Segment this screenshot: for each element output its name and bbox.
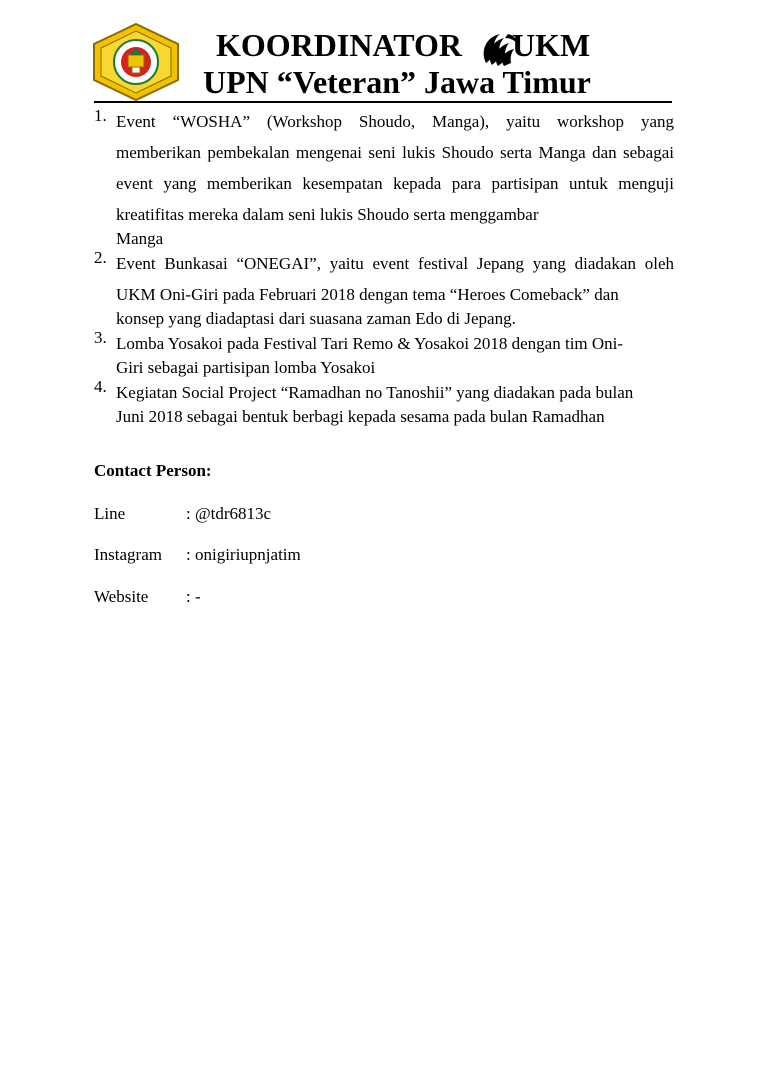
- event-list: [94, 106, 674, 426]
- letterhead: [0, 0, 768, 106]
- list-number: 4.: [94, 377, 107, 396]
- list-text-body: Kegiatan Social Project “Ramadhan no Tanoshii” yang diadakan pada bulan: [116, 383, 634, 402]
- contact-label-instagram: Instagram: [94, 545, 162, 564]
- title-university: UPN “Veteran” Jawa Timur: [203, 64, 591, 100]
- list-item: [94, 106, 674, 248]
- contact-value-website: : -: [186, 587, 201, 606]
- letterhead-title-line-1: [0, 23, 768, 67]
- contact-heading: Contact Person:: [94, 461, 212, 480]
- contact-value-line: : @tdr6813c: [186, 504, 272, 523]
- header-divider: [94, 101, 672, 103]
- contact-label-line: Line: [94, 504, 126, 523]
- list-text-last-line: konsep yang diadaptasi dari suasana zaman Edo di Jepang.: [116, 309, 516, 328]
- list-text: [116, 248, 674, 328]
- list-text-last-line: Manga: [116, 229, 164, 248]
- list-number: 2.: [94, 248, 107, 267]
- list-item: [94, 328, 674, 377]
- list-item: [94, 248, 674, 328]
- list-text: [116, 328, 674, 377]
- title-ukm: UKM: [512, 27, 591, 63]
- list-text-body: Event Bunkasai “ONEGAI”, yaitu event festival Jepang yang diadakan oleh UKM Oni-Giri pada Februari 2018 dengan tema “Heroes Comeback” dan: [116, 254, 674, 304]
- list-text-body: Event “WOSHA” (Workshop Shoudo, Manga), yaitu workshop yang memberikan pembekalan mengenai seni lukis Shoudo serta Manga dan sebagai event yang memberikan kesempatan kepada para partisipan untuk menguji kreatifitas mereka dalam seni lukis Shoudo serta menggambar: [116, 112, 674, 224]
- list-text-last-line: Giri sebagai partisipan lomba Yosakoi: [116, 358, 376, 377]
- list-number: 3.: [94, 328, 107, 347]
- list-item: [94, 377, 674, 426]
- list-text: [116, 377, 674, 426]
- list-number: 1.: [94, 106, 107, 125]
- contact-label-website: Website: [94, 587, 149, 606]
- list-text-last-line: Juni 2018 sebagai bentuk berbagi kepada sesama pada bulan Ramadhan: [116, 407, 605, 426]
- contact-value-instagram: : onigiriupnjatim: [186, 545, 301, 564]
- list-text: [116, 106, 674, 248]
- title-koordinator: KOORDINATOR: [216, 27, 462, 63]
- list-text-body: Lomba Yosakoi pada Festival Tari Remo & Yosakoi 2018 dengan tim Oni-: [116, 334, 624, 353]
